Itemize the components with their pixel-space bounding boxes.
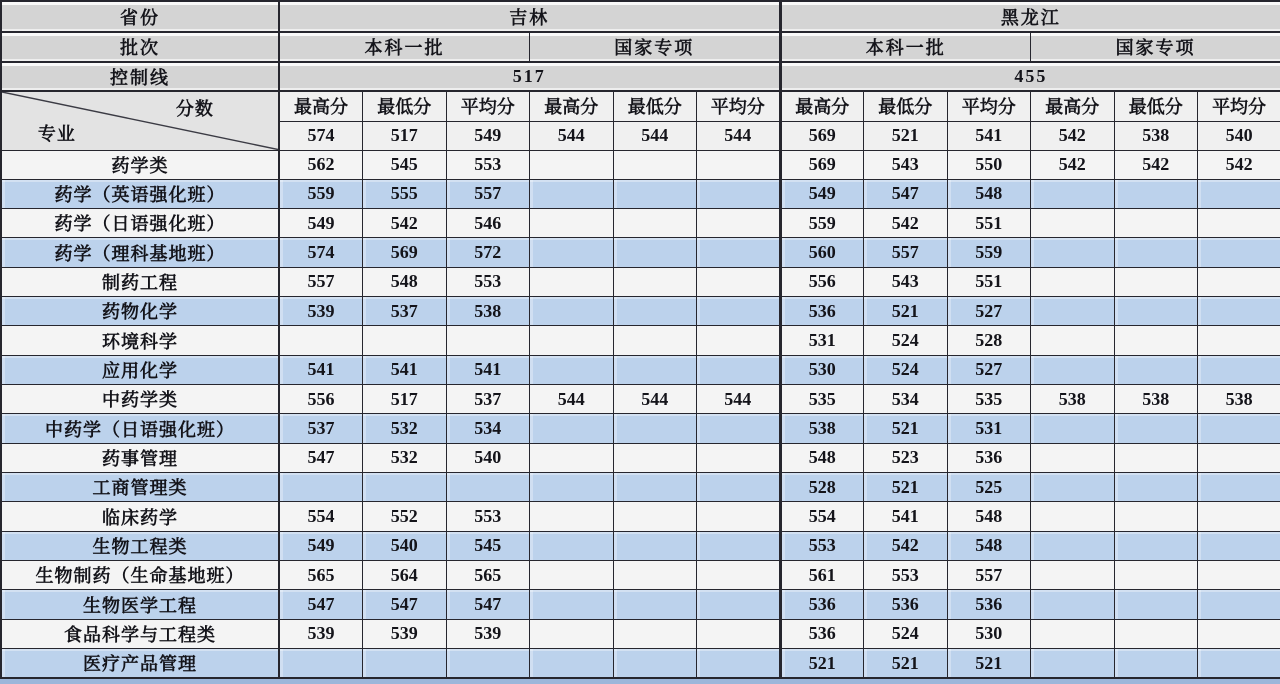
score-cell: 564 bbox=[363, 561, 447, 590]
score-cell bbox=[530, 297, 614, 326]
score-cell: 538 bbox=[780, 414, 864, 443]
score-cell: 555 bbox=[363, 179, 447, 208]
score-cell bbox=[613, 414, 697, 443]
score-cell bbox=[1114, 209, 1198, 238]
control-line-heilongjiang: 455 bbox=[780, 62, 1280, 91]
score-cell bbox=[530, 267, 614, 296]
major-name: 中药学（日语强化班） bbox=[1, 414, 279, 443]
diagonal-corner-cell bbox=[1, 91, 279, 150]
score-cell: 532 bbox=[363, 414, 447, 443]
score-cell: 547 bbox=[446, 590, 530, 619]
diagonal-score-label: 分数 bbox=[175, 99, 214, 119]
score-cell bbox=[1031, 209, 1115, 238]
score-cell: 530 bbox=[780, 355, 864, 384]
overall-score-cell: 544 bbox=[530, 121, 614, 150]
score-cell: 548 bbox=[780, 443, 864, 472]
score-cell bbox=[530, 473, 614, 502]
score-cell: 548 bbox=[947, 179, 1031, 208]
score-cell: 551 bbox=[947, 209, 1031, 238]
score-cell: 536 bbox=[947, 590, 1031, 619]
score-cell: 531 bbox=[780, 326, 864, 355]
score-cell bbox=[613, 502, 697, 531]
overall-score-cell: 540 bbox=[1198, 121, 1280, 150]
score-cell: 549 bbox=[780, 179, 864, 208]
score-cell bbox=[613, 267, 697, 296]
score-cell: 559 bbox=[780, 209, 864, 238]
score-cell: 557 bbox=[864, 238, 948, 267]
major-name: 工商管理类 bbox=[1, 473, 279, 502]
score-cell bbox=[697, 443, 781, 472]
score-cell: 536 bbox=[864, 590, 948, 619]
col-header-avg: 平均分 bbox=[446, 91, 530, 121]
score-cell: 528 bbox=[780, 473, 864, 502]
score-cell: 565 bbox=[446, 561, 530, 590]
score-cell: 544 bbox=[613, 385, 697, 414]
score-cell bbox=[1198, 443, 1280, 472]
major-row bbox=[1, 414, 1280, 443]
score-cell: 536 bbox=[780, 619, 864, 648]
major-name: 食品科学与工程类 bbox=[1, 619, 279, 648]
overall-score-cell: 544 bbox=[697, 121, 781, 150]
score-cell bbox=[697, 473, 781, 502]
score-cell: 527 bbox=[947, 355, 1031, 384]
score-cell bbox=[697, 414, 781, 443]
score-cell bbox=[1114, 473, 1198, 502]
score-cell bbox=[363, 649, 447, 678]
corner-province-label: 省份 bbox=[1, 1, 279, 32]
score-cell: 557 bbox=[279, 267, 363, 296]
col-header-min: 最低分 bbox=[363, 91, 447, 121]
score-cell bbox=[1198, 590, 1280, 619]
score-cell bbox=[697, 531, 781, 560]
score-cell: 553 bbox=[780, 531, 864, 560]
score-cell: 521 bbox=[947, 649, 1031, 678]
control-line-jilin: 517 bbox=[279, 62, 780, 91]
major-name: 应用化学 bbox=[1, 355, 279, 384]
score-cell bbox=[613, 238, 697, 267]
score-cell: 524 bbox=[864, 355, 948, 384]
score-cell bbox=[530, 355, 614, 384]
score-cell: 547 bbox=[363, 590, 447, 619]
overall-score-cell: 521 bbox=[864, 121, 948, 150]
score-cell: 539 bbox=[446, 619, 530, 648]
overall-score-cell: 538 bbox=[1114, 121, 1198, 150]
overall-score-cell: 544 bbox=[613, 121, 697, 150]
corner-control-line-label: 控制线 bbox=[1, 62, 279, 91]
overall-score-cell: 542 bbox=[1031, 121, 1115, 150]
score-cell bbox=[613, 326, 697, 355]
score-cell: 549 bbox=[279, 209, 363, 238]
score-cell: 547 bbox=[279, 590, 363, 619]
major-name: 生物制药（生命基地班） bbox=[1, 561, 279, 590]
score-cell bbox=[1031, 179, 1115, 208]
major-row bbox=[1, 590, 1280, 619]
score-cell bbox=[530, 649, 614, 678]
score-cell: 539 bbox=[279, 297, 363, 326]
score-cell bbox=[1114, 531, 1198, 560]
score-cell: 524 bbox=[864, 326, 948, 355]
score-cell: 544 bbox=[530, 385, 614, 414]
score-cell bbox=[530, 179, 614, 208]
score-cell: 541 bbox=[363, 355, 447, 384]
score-cell bbox=[613, 297, 697, 326]
score-cell: 521 bbox=[864, 473, 948, 502]
score-cell bbox=[1031, 297, 1115, 326]
score-cell: 525 bbox=[947, 473, 1031, 502]
major-row bbox=[1, 443, 1280, 472]
overall-score-cell: 517 bbox=[363, 121, 447, 150]
major-row bbox=[1, 473, 1280, 502]
score-cell bbox=[1198, 355, 1280, 384]
score-cell: 542 bbox=[1198, 150, 1280, 179]
score-cell: 569 bbox=[780, 150, 864, 179]
major-name: 药学（日语强化班） bbox=[1, 209, 279, 238]
score-cell bbox=[1114, 502, 1198, 531]
major-name: 药事管理 bbox=[1, 443, 279, 472]
score-cell bbox=[1031, 326, 1115, 355]
batch-jilin-benke: 本科一批 bbox=[279, 32, 530, 62]
score-cell bbox=[697, 355, 781, 384]
score-cell: 542 bbox=[864, 531, 948, 560]
score-cell: 557 bbox=[446, 179, 530, 208]
batch-row bbox=[1, 32, 1280, 62]
score-cell: 541 bbox=[864, 502, 948, 531]
score-cell: 565 bbox=[279, 561, 363, 590]
score-cell: 523 bbox=[864, 443, 948, 472]
major-row bbox=[1, 561, 1280, 590]
score-cell bbox=[613, 590, 697, 619]
score-cell: 542 bbox=[363, 209, 447, 238]
score-cell bbox=[697, 238, 781, 267]
score-cell: 553 bbox=[446, 150, 530, 179]
score-cell bbox=[1114, 179, 1198, 208]
score-cell: 553 bbox=[446, 267, 530, 296]
score-cell: 537 bbox=[279, 414, 363, 443]
major-row bbox=[1, 179, 1280, 208]
score-cell: 534 bbox=[446, 414, 530, 443]
score-cell: 517 bbox=[363, 385, 447, 414]
score-cell bbox=[613, 561, 697, 590]
score-cell bbox=[530, 590, 614, 619]
cutoff-next-row-sliver bbox=[0, 679, 1280, 684]
score-cell bbox=[1114, 326, 1198, 355]
score-cell: 553 bbox=[864, 561, 948, 590]
score-cell bbox=[1114, 443, 1198, 472]
score-cell: 537 bbox=[363, 297, 447, 326]
score-cell: 556 bbox=[279, 385, 363, 414]
major-name: 生物工程类 bbox=[1, 531, 279, 560]
major-row bbox=[1, 267, 1280, 296]
score-cell bbox=[1198, 502, 1280, 531]
score-cell: 562 bbox=[279, 150, 363, 179]
score-cell: 536 bbox=[780, 297, 864, 326]
score-cell: 535 bbox=[947, 385, 1031, 414]
overall-score-cell: 541 bbox=[947, 121, 1031, 150]
score-cell bbox=[1114, 355, 1198, 384]
major-row bbox=[1, 326, 1280, 355]
major-name: 环境科学 bbox=[1, 326, 279, 355]
score-cell bbox=[1114, 619, 1198, 648]
col-header-min: 最低分 bbox=[613, 91, 697, 121]
score-cell bbox=[1198, 179, 1280, 208]
score-cell bbox=[613, 649, 697, 678]
score-cell bbox=[697, 179, 781, 208]
score-cell: 572 bbox=[446, 238, 530, 267]
score-cell bbox=[1031, 619, 1115, 648]
score-cell bbox=[697, 326, 781, 355]
major-row bbox=[1, 502, 1280, 531]
score-cell bbox=[530, 443, 614, 472]
province-row bbox=[1, 1, 1280, 32]
score-cell: 545 bbox=[363, 150, 447, 179]
score-cell bbox=[1198, 414, 1280, 443]
score-cell: 534 bbox=[864, 385, 948, 414]
score-cell bbox=[1198, 473, 1280, 502]
score-cell: 569 bbox=[363, 238, 447, 267]
col-header-avg: 平均分 bbox=[1198, 91, 1280, 121]
col-header-max: 最高分 bbox=[530, 91, 614, 121]
score-cell: 542 bbox=[864, 209, 948, 238]
score-cell bbox=[697, 150, 781, 179]
major-name: 药学（英语强化班） bbox=[1, 179, 279, 208]
score-cell bbox=[279, 473, 363, 502]
score-cell bbox=[1198, 561, 1280, 590]
score-cell: 537 bbox=[446, 385, 530, 414]
score-cell bbox=[697, 267, 781, 296]
majors-tbody bbox=[1, 150, 1280, 678]
score-cell bbox=[613, 150, 697, 179]
score-cell bbox=[697, 619, 781, 648]
score-cell bbox=[530, 414, 614, 443]
score-cell: 559 bbox=[947, 238, 1031, 267]
score-cell bbox=[1114, 561, 1198, 590]
score-cell bbox=[530, 531, 614, 560]
score-cell: 540 bbox=[446, 443, 530, 472]
score-cell bbox=[446, 649, 530, 678]
major-name: 医疗产品管理 bbox=[1, 649, 279, 678]
score-cell: 536 bbox=[780, 590, 864, 619]
score-cell: 538 bbox=[1031, 385, 1115, 414]
overall-score-cell: 574 bbox=[279, 121, 363, 150]
score-cell: 538 bbox=[446, 297, 530, 326]
score-cell: 554 bbox=[279, 502, 363, 531]
batch-hlj-guojia: 国家专项 bbox=[1031, 32, 1280, 62]
score-cell bbox=[1114, 267, 1198, 296]
score-cell bbox=[1198, 531, 1280, 560]
major-name: 生物医学工程 bbox=[1, 590, 279, 619]
score-cell bbox=[1198, 326, 1280, 355]
score-cell bbox=[697, 590, 781, 619]
score-cell bbox=[1031, 502, 1115, 531]
score-cell bbox=[1114, 590, 1198, 619]
score-cell bbox=[1031, 414, 1115, 443]
score-cell bbox=[1114, 297, 1198, 326]
score-cell: 547 bbox=[279, 443, 363, 472]
score-cell bbox=[363, 473, 447, 502]
score-cell: 546 bbox=[446, 209, 530, 238]
score-cell: 541 bbox=[279, 355, 363, 384]
score-cell bbox=[530, 238, 614, 267]
score-cell bbox=[613, 355, 697, 384]
major-name: 制药工程 bbox=[1, 267, 279, 296]
score-cell bbox=[446, 473, 530, 502]
score-cell: 556 bbox=[780, 267, 864, 296]
major-name: 临床药学 bbox=[1, 502, 279, 531]
score-cell bbox=[697, 297, 781, 326]
score-cell bbox=[613, 473, 697, 502]
major-row bbox=[1, 619, 1280, 648]
corner-batch-label: 批次 bbox=[1, 32, 279, 62]
overall-score-cell: 549 bbox=[446, 121, 530, 150]
major-row bbox=[1, 150, 1280, 179]
score-cell bbox=[697, 502, 781, 531]
score-cell: 527 bbox=[947, 297, 1031, 326]
score-cell: 545 bbox=[446, 531, 530, 560]
major-name: 药物化学 bbox=[1, 297, 279, 326]
major-row bbox=[1, 531, 1280, 560]
score-cell bbox=[530, 619, 614, 648]
score-cell: 532 bbox=[363, 443, 447, 472]
score-cell bbox=[1198, 297, 1280, 326]
major-row bbox=[1, 649, 1280, 678]
score-cell: 543 bbox=[864, 267, 948, 296]
score-cell bbox=[697, 649, 781, 678]
score-cell bbox=[530, 561, 614, 590]
score-cell bbox=[1114, 414, 1198, 443]
score-cell: 521 bbox=[864, 414, 948, 443]
score-cell bbox=[279, 326, 363, 355]
score-cell bbox=[1031, 443, 1115, 472]
overall-score-cell: 569 bbox=[780, 121, 864, 150]
batch-hlj-benke: 本科一批 bbox=[780, 32, 1031, 62]
score-cell: 524 bbox=[864, 619, 948, 648]
score-cell bbox=[1031, 531, 1115, 560]
score-cell: 549 bbox=[279, 531, 363, 560]
score-cell bbox=[1031, 355, 1115, 384]
score-cell: 521 bbox=[780, 649, 864, 678]
score-cell bbox=[279, 649, 363, 678]
score-cell: 539 bbox=[363, 619, 447, 648]
major-row bbox=[1, 385, 1280, 414]
score-cell bbox=[530, 150, 614, 179]
score-cell: 542 bbox=[1031, 150, 1115, 179]
score-cell bbox=[363, 326, 447, 355]
score-cell: 552 bbox=[363, 502, 447, 531]
score-cell: 544 bbox=[697, 385, 781, 414]
score-cell bbox=[1198, 619, 1280, 648]
score-cell: 521 bbox=[864, 297, 948, 326]
batch-jilin-guojia: 国家专项 bbox=[530, 32, 781, 62]
major-name: 药学类 bbox=[1, 150, 279, 179]
diagonal-major-label: 专业 bbox=[37, 123, 76, 144]
score-cell bbox=[613, 209, 697, 238]
score-cell: 574 bbox=[279, 238, 363, 267]
score-cell bbox=[697, 209, 781, 238]
major-row bbox=[1, 297, 1280, 326]
score-cell bbox=[1198, 649, 1280, 678]
major-row bbox=[1, 355, 1280, 384]
score-cell: 528 bbox=[947, 326, 1031, 355]
score-cell bbox=[530, 502, 614, 531]
score-cell: 535 bbox=[780, 385, 864, 414]
col-header-max: 最高分 bbox=[780, 91, 864, 121]
col-header-max: 最高分 bbox=[279, 91, 363, 121]
col-header-min: 最低分 bbox=[864, 91, 948, 121]
province-jilin: 吉林 bbox=[279, 1, 780, 32]
score-cell bbox=[1031, 590, 1115, 619]
score-cell bbox=[1031, 267, 1115, 296]
score-cell: 559 bbox=[279, 179, 363, 208]
score-cell bbox=[697, 561, 781, 590]
score-cell bbox=[530, 326, 614, 355]
col-header-max: 最高分 bbox=[1031, 91, 1115, 121]
score-cell bbox=[530, 209, 614, 238]
col-header-avg: 平均分 bbox=[697, 91, 781, 121]
score-cell bbox=[446, 326, 530, 355]
score-cell: 551 bbox=[947, 267, 1031, 296]
score-cell bbox=[1031, 238, 1115, 267]
control-line-row bbox=[1, 62, 1280, 91]
score-cell: 542 bbox=[1114, 150, 1198, 179]
col-header-avg: 平均分 bbox=[947, 91, 1031, 121]
score-cell: 543 bbox=[864, 150, 948, 179]
score-cell: 548 bbox=[947, 531, 1031, 560]
score-cell: 560 bbox=[780, 238, 864, 267]
score-cell: 553 bbox=[446, 502, 530, 531]
score-cell bbox=[1198, 209, 1280, 238]
score-cell bbox=[1031, 561, 1115, 590]
major-row bbox=[1, 209, 1280, 238]
major-name: 中药学类 bbox=[1, 385, 279, 414]
score-cell bbox=[613, 179, 697, 208]
score-cell: 538 bbox=[1114, 385, 1198, 414]
score-cell: 554 bbox=[780, 502, 864, 531]
score-cell: 540 bbox=[363, 531, 447, 560]
score-cell bbox=[613, 531, 697, 560]
score-cell: 561 bbox=[780, 561, 864, 590]
major-name: 药学（理科基地班） bbox=[1, 238, 279, 267]
score-type-header-row bbox=[1, 91, 1280, 121]
col-header-min: 最低分 bbox=[1114, 91, 1198, 121]
score-cell: 536 bbox=[947, 443, 1031, 472]
score-cell: 557 bbox=[947, 561, 1031, 590]
score-cell: 541 bbox=[446, 355, 530, 384]
score-cell bbox=[1031, 473, 1115, 502]
score-cell: 548 bbox=[363, 267, 447, 296]
score-cell: 539 bbox=[279, 619, 363, 648]
score-cell bbox=[1114, 649, 1198, 678]
score-cell: 530 bbox=[947, 619, 1031, 648]
score-cell: 547 bbox=[864, 179, 948, 208]
score-cell: 521 bbox=[864, 649, 948, 678]
score-cell: 550 bbox=[947, 150, 1031, 179]
score-cell bbox=[1031, 649, 1115, 678]
province-heilongjiang: 黑龙江 bbox=[780, 1, 1280, 32]
score-cell bbox=[1198, 238, 1280, 267]
score-cell bbox=[1198, 267, 1280, 296]
score-cell bbox=[613, 619, 697, 648]
score-cell: 538 bbox=[1198, 385, 1280, 414]
score-cell bbox=[613, 443, 697, 472]
score-cell: 548 bbox=[947, 502, 1031, 531]
score-cell bbox=[1114, 238, 1198, 267]
major-row bbox=[1, 238, 1280, 267]
score-cell: 531 bbox=[947, 414, 1031, 443]
